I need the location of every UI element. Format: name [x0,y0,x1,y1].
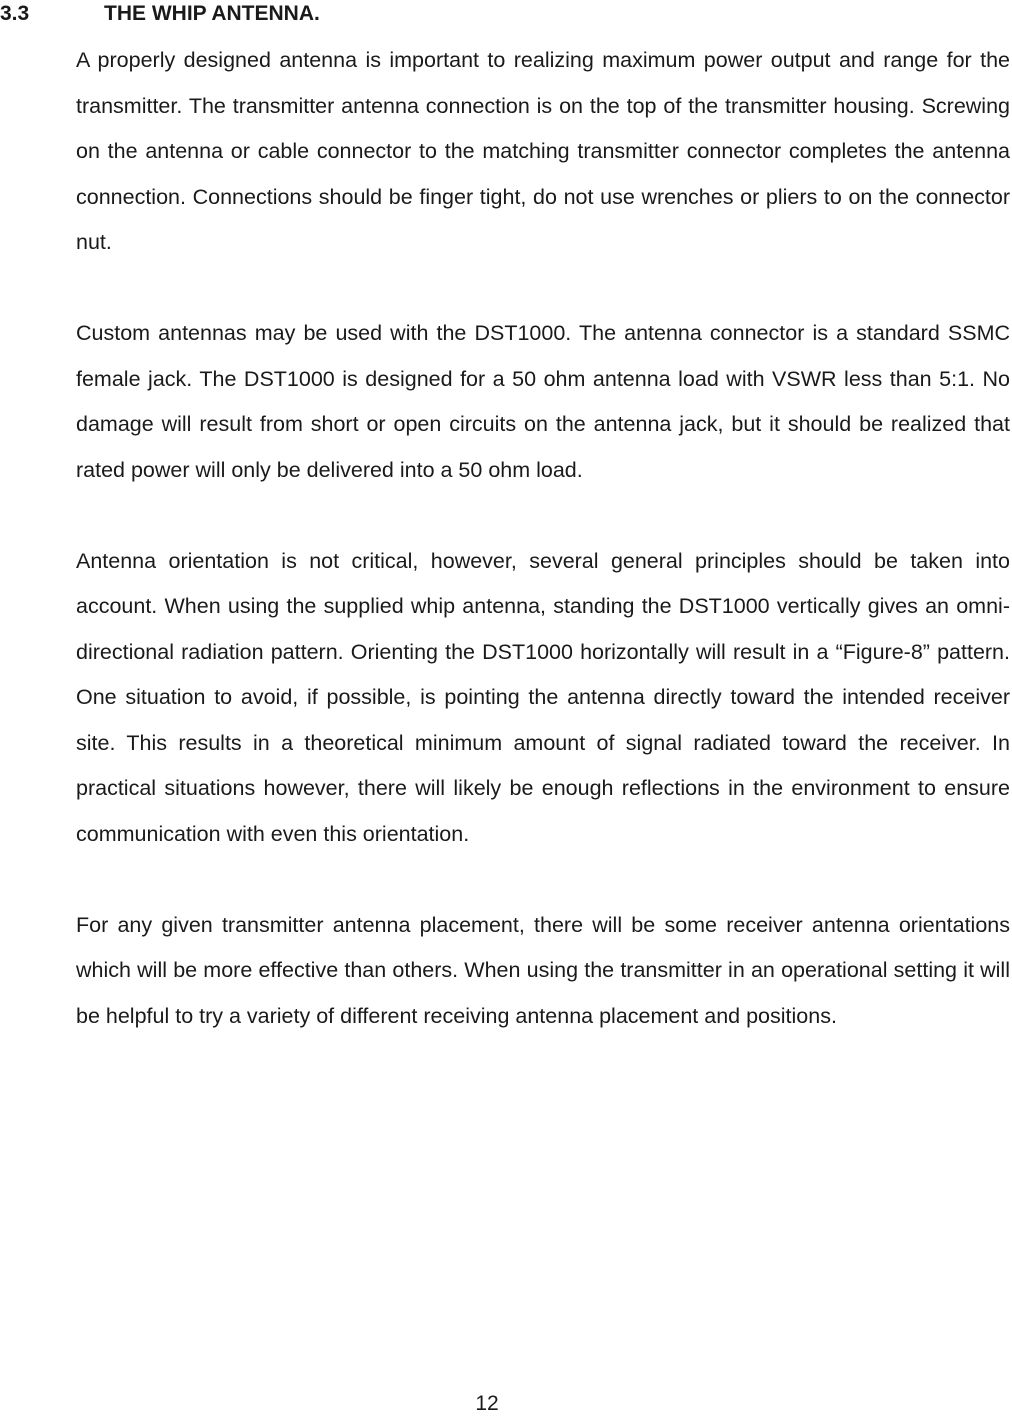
paragraph-antenna-connection: A properly designed antenna is important to realizing maximum power output and range for the transmitter. The transmitter antenna connection is on the top of the transmitter housing. Screwing on the antenna or cable connector to the matching transmitter connector completes the antenna connection. Connections should be finger tight, do not use wrenches or pliers to on the connector nut. [76,48,1010,254]
page-number: 12 [475,1392,499,1415]
section-body [76,38,1010,1039]
paragraph-antenna-orientation: Antenna orientation is not critical, however, several general principles should be taken into account. When using the supplied whip antenna, standing the DST1000 vertically gives an omni-directional radiation pattern. Orienting the DST1000 horizontally will result in a “Figure-8” pattern. One situation to avoid, if possible, is pointing the antenna directly toward the intended receiver site. This results in a theoretical minimum amount of signal radiated toward the receiver. In practical situations however, there will likely be enough reflections in the environment to ensure communication with even this orientation. [76,548,1010,846]
section-heading [0,1,320,27]
section-number: 3.3 [0,2,30,25]
paragraph-custom-antennas: Custom antennas may be used with the DST1000. The antenna connector is a standard SSMC female jack. The DST1000 is designed for a 50 ohm antenna load with VSWR less than 5:1. No damage will result from short or open circuits on the antenna jack, but it should be realized that rated power will only be delivered into a 50 ohm load. [76,321,1010,482]
section-title: THE WHIP ANTENNA. [104,2,320,25]
paragraph-receiver-placement: For any given transmitter antenna placement, there will be some receiver antenna orientations which will be more effective than others. When using the transmitter in an operational setting it will be helpful to try a variety of different receiving antenna placement and positions. [76,912,1010,1028]
